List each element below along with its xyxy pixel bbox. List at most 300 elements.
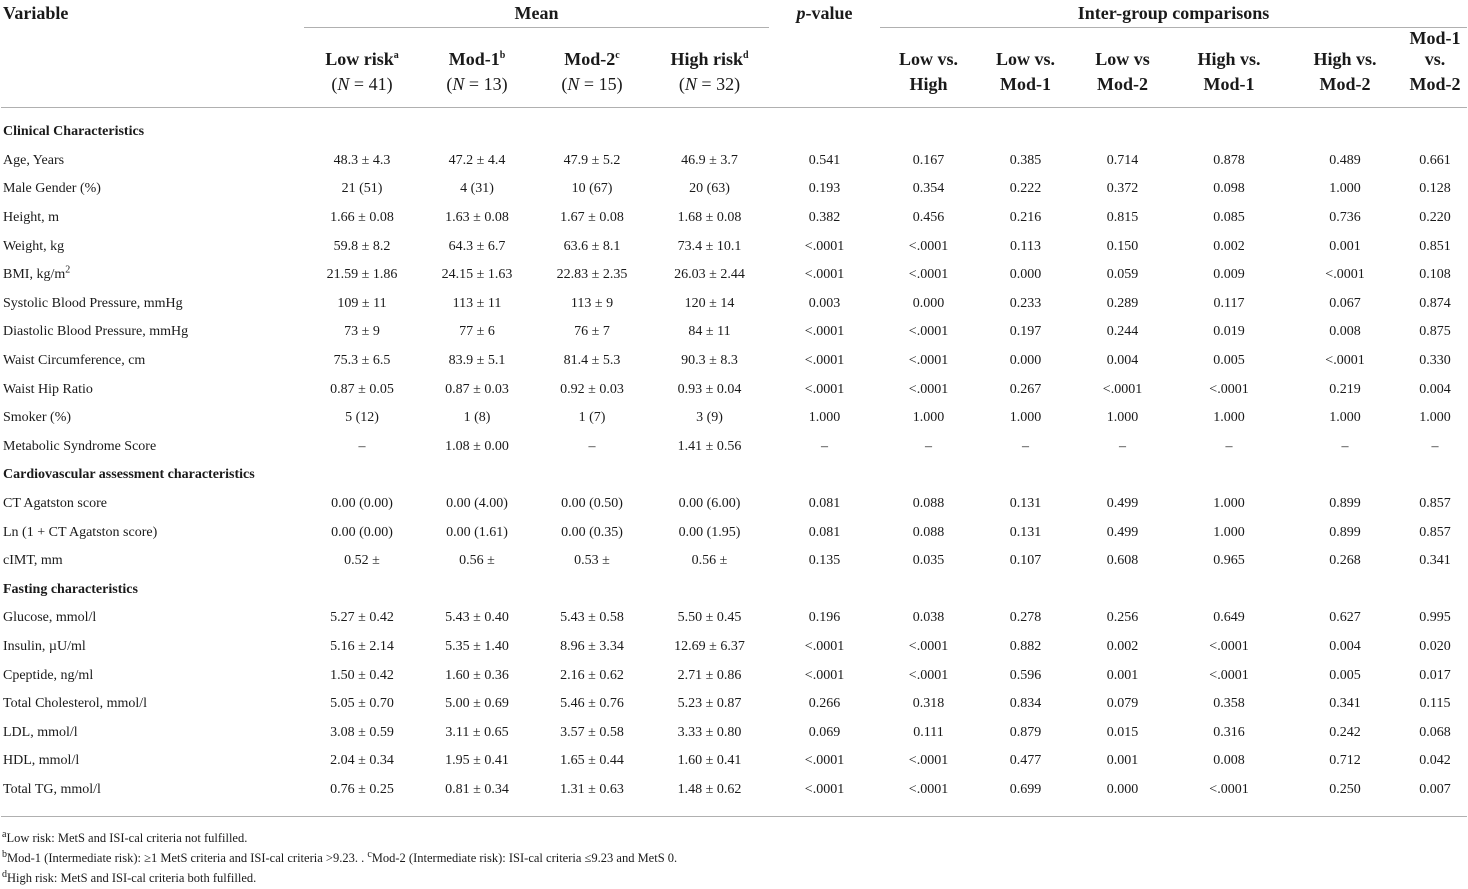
table-cell: 73 ± 9 <box>344 324 380 340</box>
table-cell: 0.318 <box>912 696 945 712</box>
table-cell: 77 ± 6 <box>459 324 495 340</box>
table-cell: 24.15 ± 1.63 <box>441 267 513 283</box>
table-cell: 76 ± 7 <box>574 324 610 340</box>
table-cell: 1.50 ± 0.42 <box>330 667 394 683</box>
table-cell: 0.196 <box>808 610 841 626</box>
table-row <box>1 776 1467 805</box>
table-cell: 0.081 <box>808 524 841 540</box>
row-label-text: CT Agatston score <box>3 496 107 512</box>
table-cell: <.0001 <box>804 238 845 254</box>
row-label-text: Weight, kg <box>3 238 65 254</box>
section-row <box>1 576 1467 605</box>
table-cell: 5.16 ± 2.14 <box>330 638 394 654</box>
table-cell: 0.005 <box>1213 353 1245 369</box>
table-cell: <.0001 <box>1209 781 1249 797</box>
table-cell: 5.05 ± 0.70 <box>330 696 394 712</box>
table-row <box>1 147 1467 176</box>
row-label-text: Total Cholesterol, mmol/l <box>3 696 148 712</box>
table-cell: 0.456 <box>912 210 945 226</box>
table-cell: 0.874 <box>1419 295 1451 311</box>
table-cell: 1.60 ± 0.41 <box>677 753 742 769</box>
table-cell: 0.267 <box>1009 381 1042 397</box>
table-cell: 0.899 <box>1329 496 1361 512</box>
table-cell: 5.35 ± 1.40 <box>445 638 509 654</box>
table-cell: – <box>925 438 932 454</box>
table-cell: 0.81 ± 0.34 <box>445 781 509 797</box>
table-cell: 0.216 <box>1009 210 1042 226</box>
table-cell: 0.035 <box>912 553 945 569</box>
table-cell: 0.068 <box>1419 724 1451 740</box>
table-cell: 26.03 ± 2.44 <box>674 267 745 283</box>
group-header-mod1: Mod-1$^b$ <box>448 49 506 69</box>
table-cell: <.0001 <box>1209 381 1249 397</box>
table-cell: 4 (31) <box>460 181 494 197</box>
table-cell: 3.08 ± 0.59 <box>330 724 394 740</box>
table-cell: 0.000 <box>1009 267 1042 283</box>
table-cell: 0.857 <box>1419 524 1451 540</box>
table-cell: 0.56 ± <box>459 553 495 569</box>
table-cell: 0.76 ± 0.25 <box>330 781 394 797</box>
table-cell: 0.834 <box>1009 696 1042 712</box>
table-row <box>1 261 1467 290</box>
table-cell: 63.6 ± 8.1 <box>563 238 621 254</box>
table-cell: 5.50 ± 0.45 <box>677 610 742 626</box>
row-label <box>1 518 304 547</box>
table-row <box>1 661 1467 690</box>
table-cell: 0.009 <box>1213 267 1245 283</box>
comparison-header-low-mod1-2: Mod-1 <box>977 72 1074 108</box>
data-table <box>1 0 1467 817</box>
table-cell: 0.000 <box>1009 353 1042 369</box>
table-cell: 21 (51) <box>341 181 383 197</box>
row-label-text: Systolic Blood Pressure, mmHg <box>3 295 183 311</box>
table-cell: 0.001 <box>1329 238 1361 254</box>
table-cell: 1.000 <box>912 410 945 426</box>
variable-header: Variable <box>3 3 69 24</box>
table-cell: 0.038 <box>912 610 945 626</box>
table-cell: 0.627 <box>1329 610 1361 626</box>
table-cell: 109 ± 11 <box>337 295 387 311</box>
table-cell: <.0001 <box>804 267 845 283</box>
row-label-sup: 2 <box>65 264 71 276</box>
table-cell: 0.085 <box>1213 210 1245 226</box>
table-cell: 0.851 <box>1419 238 1451 254</box>
table-cell: 0.661 <box>1419 152 1451 168</box>
table-cell: 0.499 <box>1106 496 1139 512</box>
table-cell: 0.289 <box>1106 295 1139 311</box>
table-cell: 5.00 ± 0.69 <box>445 696 509 712</box>
table-cell: 0.131 <box>1009 524 1042 540</box>
table-row <box>1 204 1467 233</box>
table-cell: 0.003 <box>808 295 841 311</box>
table-cell: <.0001 <box>1102 381 1143 397</box>
table-cell: 0.000 <box>1106 781 1139 797</box>
row-label-text: Waist Hip Ratio <box>3 381 93 397</box>
row-label <box>1 347 304 376</box>
table-cell: <.0001 <box>908 753 949 769</box>
row-label-text: Smoker (%) <box>3 410 72 426</box>
comparison-header-high-mod2-2: Mod-2 <box>1287 72 1403 108</box>
table-cell: 0.00 (0.50) <box>561 496 623 512</box>
table-cell: 0.004 <box>1106 353 1139 369</box>
row-label <box>1 232 304 261</box>
table-cell: <.0001 <box>1325 353 1365 369</box>
table-row <box>1 318 1467 347</box>
table-cell: 0.005 <box>1329 667 1361 683</box>
table-cell: <.0001 <box>908 267 949 283</box>
table-cell: 1.000 <box>1213 524 1245 540</box>
row-label <box>1 718 304 747</box>
table-cell: 0.899 <box>1329 524 1361 540</box>
table-row <box>1 232 1467 261</box>
row-label <box>1 661 304 690</box>
table-cell: 0.250 <box>1329 781 1361 797</box>
table-cell: 1.000 <box>1106 410 1139 426</box>
table-cell: 5 (12) <box>345 410 379 426</box>
table-cell: – <box>1431 438 1439 454</box>
table-cell: 0.115 <box>1419 696 1451 712</box>
table-row <box>1 547 1467 576</box>
table-cell: 0.222 <box>1009 181 1042 197</box>
table-cell: 0.00 (4.00) <box>446 496 508 512</box>
table-row <box>1 747 1467 776</box>
table-cell: <.0001 <box>1209 667 1249 683</box>
table-cell: 0.00 (0.00) <box>331 524 393 540</box>
table-cell: 47.9 ± 5.2 <box>563 152 621 168</box>
header-row-1 <box>1 0 1467 28</box>
table-cell: 0.001 <box>1106 753 1139 769</box>
table-cell: 1.000 <box>1329 410 1361 426</box>
table-row <box>1 433 1467 462</box>
table-body <box>1 108 1467 817</box>
table-cell: 0.008 <box>1329 324 1361 340</box>
table-cell: 0.268 <box>1329 553 1361 569</box>
table-cell: 1.000 <box>1213 410 1245 426</box>
table-cell: 0.341 <box>1329 696 1361 712</box>
mean-header: Mean <box>304 0 769 28</box>
table-cell: – <box>1341 438 1349 454</box>
table-cell: 0.079 <box>1106 696 1139 712</box>
table-cell: 8.96 ± 3.34 <box>560 638 624 654</box>
row-label-text: Age, Years <box>3 152 65 168</box>
table-cell: 5.23 ± 0.87 <box>677 696 742 712</box>
section-title: Clinical Characteristics <box>3 124 145 140</box>
table-cell: <.0001 <box>908 667 949 683</box>
table-cell: 0.330 <box>1419 353 1451 369</box>
table-cell: 81.4 ± 5.3 <box>563 353 621 369</box>
row-label <box>1 547 304 576</box>
comparison-header-mod1-mod2-2: Mod-2 <box>1403 72 1467 108</box>
table-cell: 1.31 ± 0.63 <box>560 781 624 797</box>
table-cell: 0.382 <box>808 210 841 226</box>
table-cell: 0.00 (1.95) <box>678 524 741 540</box>
row-label <box>1 175 304 204</box>
table-cell: 0.714 <box>1106 152 1139 168</box>
row-label-text: Insulin, µU/ml <box>3 638 86 654</box>
table-cell: 0.649 <box>1213 610 1245 626</box>
table-cell: 0.316 <box>1213 724 1245 740</box>
table-cell: 64.3 ± 6.7 <box>448 238 506 254</box>
table-cell: 0.372 <box>1106 181 1139 197</box>
row-label <box>1 147 304 176</box>
table-cell: 0.197 <box>1009 324 1042 340</box>
row-label-text: Cpeptide, ng/ml <box>3 667 94 683</box>
row-label-text: Metabolic Syndrome Score <box>3 438 157 454</box>
table-cell: 0.87 ± 0.05 <box>330 381 394 397</box>
table-cell: 0.52 ± <box>344 553 380 569</box>
row-label <box>1 490 304 519</box>
table-cell: 0.699 <box>1009 781 1042 797</box>
section-title: Fasting characteristics <box>3 581 138 597</box>
table-cell: 12.69 ± 6.37 <box>674 638 745 654</box>
table-cell: – <box>821 438 828 454</box>
table-cell: <.0001 <box>804 753 845 769</box>
comparison-header-low-mod2-2: Mod-2 <box>1074 72 1171 108</box>
table-cell: 1.000 <box>1213 496 1245 512</box>
row-label <box>1 404 304 433</box>
table-cell: 0.067 <box>1329 295 1361 311</box>
spacer-row <box>1 108 1467 119</box>
table-cell: <.0001 <box>804 781 845 797</box>
table-cell: 0.233 <box>1009 295 1042 311</box>
table-row <box>1 347 1467 376</box>
table-cell: 75.3 ± 6.5 <box>333 353 391 369</box>
table-cell: 0.219 <box>1329 381 1361 397</box>
table-cell: 5.46 ± 0.76 <box>560 696 624 712</box>
table-cell: 0.541 <box>808 152 841 168</box>
table-cell: 0.875 <box>1419 324 1451 340</box>
table-cell: 0.088 <box>912 496 945 512</box>
table-cell: <.0001 <box>908 381 949 397</box>
table-cell: <.0001 <box>1209 638 1249 654</box>
table-cell: 0.358 <box>1213 696 1245 712</box>
table-cell: 0.92 ± 0.03 <box>560 381 624 397</box>
table-cell: 0.857 <box>1419 496 1451 512</box>
pvalue-header: p-value <box>796 3 853 24</box>
table-cell: 0.354 <box>912 181 945 197</box>
row-label-text: Ln (1 + CT Agatston score) <box>3 524 158 540</box>
table-cell: 0.242 <box>1329 724 1361 740</box>
row-label-text: LDL, mmol/l <box>3 724 78 740</box>
table-cell: – <box>1225 438 1233 454</box>
table-cell: – <box>358 438 366 454</box>
table-row <box>1 490 1467 519</box>
table-cell: <.0001 <box>804 381 845 397</box>
table-row <box>1 633 1467 662</box>
table-cell: 10 (67) <box>571 181 613 197</box>
group-header-mod2: Mod-2$^c$ <box>564 49 620 69</box>
table-cell: 0.098 <box>1213 181 1245 197</box>
table-cell: 21.59 ± 1.86 <box>326 267 398 283</box>
table-cell: 0.341 <box>1419 553 1451 569</box>
row-label-text: Height, m <box>3 210 59 226</box>
table-cell: 0.93 ± 0.04 <box>677 381 742 397</box>
table-cell: 1.08 ± 0.00 <box>445 438 509 454</box>
table-cell: – <box>1022 438 1029 454</box>
section-row <box>1 118 1467 147</box>
table-cell: 0.385 <box>1009 152 1042 168</box>
comparison-header-high-mod1-2: Mod-1 <box>1171 72 1287 108</box>
table-cell: <.0001 <box>908 353 949 369</box>
table-cell: 46.9 ± 3.7 <box>681 152 738 168</box>
table-cell: 59.8 ± 8.2 <box>333 238 391 254</box>
row-label <box>1 747 304 776</box>
table-cell: 1.000 <box>1009 410 1042 426</box>
table-cell: 0.113 <box>1010 238 1041 254</box>
table-cell: 0.965 <box>1213 553 1245 569</box>
table-cell: 0.131 <box>1009 496 1042 512</box>
table-cell: 0.059 <box>1106 267 1139 283</box>
header-row-3 <box>1 72 1467 108</box>
comparison-header-high-mod1: High vs. <box>1197 49 1261 69</box>
table-cell: 0.042 <box>1419 753 1451 769</box>
table-cell: 0.879 <box>1009 724 1042 740</box>
table-cell: 90.3 ± 8.3 <box>681 353 738 369</box>
table-cell: 0.002 <box>1106 638 1139 654</box>
row-label <box>1 604 304 633</box>
table-cell: 0.000 <box>912 295 945 311</box>
row-label <box>1 204 304 233</box>
table-cell: 0.019 <box>1213 324 1245 340</box>
table-cell: 0.489 <box>1329 152 1361 168</box>
table-cell: 0.008 <box>1213 753 1245 769</box>
table-cell: 83.9 ± 5.1 <box>448 353 506 369</box>
table-cell: 0.167 <box>912 152 945 168</box>
table-cell: 0.193 <box>808 181 841 197</box>
row-label <box>1 633 304 662</box>
table-cell: <.0001 <box>804 667 845 683</box>
table-cell: 0.00 (1.61) <box>446 524 508 540</box>
table-cell: 3.11 ± 0.65 <box>445 724 509 740</box>
comparison-header-low-high-2: High <box>880 72 977 108</box>
table-cell: 0.266 <box>808 696 841 712</box>
table-cell: 0.117 <box>1213 295 1245 311</box>
row-label-text: HDL, mmol/l <box>3 753 80 769</box>
table-cell: 0.878 <box>1213 152 1245 168</box>
table-cell: <.0001 <box>908 324 949 340</box>
table-cell: <.0001 <box>1325 267 1365 283</box>
table-cell: 0.736 <box>1329 210 1361 226</box>
row-label-text: BMI, kg/m <box>3 267 66 283</box>
table-cell: 0.015 <box>1106 724 1139 740</box>
table-cell: 0.002 <box>1213 238 1245 254</box>
table-cell: 47.2 ± 4.4 <box>448 152 506 168</box>
table-row <box>1 718 1467 747</box>
table-cell: 3.57 ± 0.58 <box>560 724 624 740</box>
table-cell: 0.596 <box>1009 667 1042 683</box>
table-cell: 0.244 <box>1106 324 1139 340</box>
table-cell: 0.020 <box>1419 638 1451 654</box>
comparison-header-low-mod2: Low vs <box>1095 49 1150 69</box>
table-cell: 0.004 <box>1329 638 1361 654</box>
table-cell: 5.27 ± 0.42 <box>330 610 394 626</box>
table-cell: 0.00 (0.35) <box>561 524 623 540</box>
table-cell: 0.882 <box>1009 638 1042 654</box>
table-cell: 0.107 <box>1009 553 1042 569</box>
group-n-mod2: (N = 15) <box>534 72 650 108</box>
table-cell: 1.68 ± 0.08 <box>677 210 742 226</box>
row-label-text: Total TG, mmol/l <box>3 781 101 797</box>
table-cell: <.0001 <box>908 781 949 797</box>
table-row <box>1 404 1467 433</box>
group-header-high: High risk$^d$ <box>670 49 749 69</box>
table-cell: 1.000 <box>1329 181 1361 197</box>
table-cell: – <box>588 438 596 454</box>
table-cell: 3 (9) <box>696 410 723 426</box>
row-label <box>1 375 304 404</box>
table-row <box>1 290 1467 319</box>
table-cell: 0.081 <box>808 496 841 512</box>
table-row <box>1 518 1467 547</box>
table-cell: 0.088 <box>912 524 945 540</box>
table-cell: 1.67 ± 0.08 <box>560 210 624 226</box>
row-label <box>1 318 304 347</box>
table-cell: <.0001 <box>804 353 845 369</box>
row-label-text: Waist Circumference, cm <box>3 353 146 369</box>
row-label-text: cIMT, mm <box>3 553 63 569</box>
table-cell: 22.83 ± 2.35 <box>556 267 628 283</box>
table-cell: 0.007 <box>1419 781 1451 797</box>
table-cell: 2.04 ± 0.34 <box>330 753 394 769</box>
footnote-d: $^d$High risk: MetS and ISI-cal criteria both fulfilled. <box>2 868 257 885</box>
table-cell: <.0001 <box>804 638 845 654</box>
table-cell: <.0001 <box>908 638 949 654</box>
table-cell: 1.60 ± 0.36 <box>445 667 509 683</box>
table-cell: 1.66 ± 0.08 <box>330 210 394 226</box>
footnotes <box>2 828 677 888</box>
table-cell: 0.220 <box>1419 210 1451 226</box>
table-row <box>1 375 1467 404</box>
table-cell: 5.43 ± 0.58 <box>560 610 624 626</box>
table-cell: 0.108 <box>1419 267 1451 283</box>
table-cell: 1.000 <box>808 410 841 426</box>
table-cell: 1.41 ± 0.56 <box>677 438 742 454</box>
row-label-text: Diastolic Blood Pressure, mmHg <box>3 324 189 340</box>
table-cell: 1 (7) <box>578 410 606 426</box>
table-cell: 5.43 ± 0.40 <box>445 610 509 626</box>
table-cell: 0.004 <box>1419 381 1451 397</box>
table-cell: 73.4 ± 10.1 <box>677 238 742 254</box>
table-cell: 0.001 <box>1106 667 1139 683</box>
table-cell: 1.65 ± 0.44 <box>560 753 624 769</box>
table-cell: 0.069 <box>808 724 841 740</box>
row-label <box>1 433 304 462</box>
table-cell: 2.16 ± 0.62 <box>560 667 624 683</box>
comparison-header-mod1-mod2: Mod-1 vs. <box>1409 28 1461 69</box>
table-cell: 0.87 ± 0.03 <box>445 381 509 397</box>
table-row <box>1 690 1467 719</box>
table-cell: 1.95 ± 0.41 <box>445 753 509 769</box>
section-title: Cardiovascular assessment characteristics <box>3 467 255 483</box>
table-cell: 0.111 <box>913 724 944 740</box>
section-row <box>1 461 1467 490</box>
table-cell: <.0001 <box>908 238 949 254</box>
table-cell: 0.150 <box>1106 238 1139 254</box>
table-cell: 0.00 (0.00) <box>331 496 393 512</box>
table-cell: 0.135 <box>808 553 841 569</box>
table-cell: 1.000 <box>1419 410 1451 426</box>
table-cell: 0.56 ± <box>691 553 728 569</box>
table-cell: 0.00 (6.00) <box>678 496 741 512</box>
table-cell: 3.33 ± 0.80 <box>677 724 742 740</box>
table-cell: 2.71 ± 0.86 <box>677 667 742 683</box>
row-label-text: Male Gender (%) <box>3 181 101 197</box>
table-cell: 0.256 <box>1106 610 1139 626</box>
comparison-header-high-mod2: High vs. <box>1313 49 1377 69</box>
table-cell: <.0001 <box>804 324 845 340</box>
table-row <box>1 604 1467 633</box>
table-cell: 0.477 <box>1009 753 1042 769</box>
